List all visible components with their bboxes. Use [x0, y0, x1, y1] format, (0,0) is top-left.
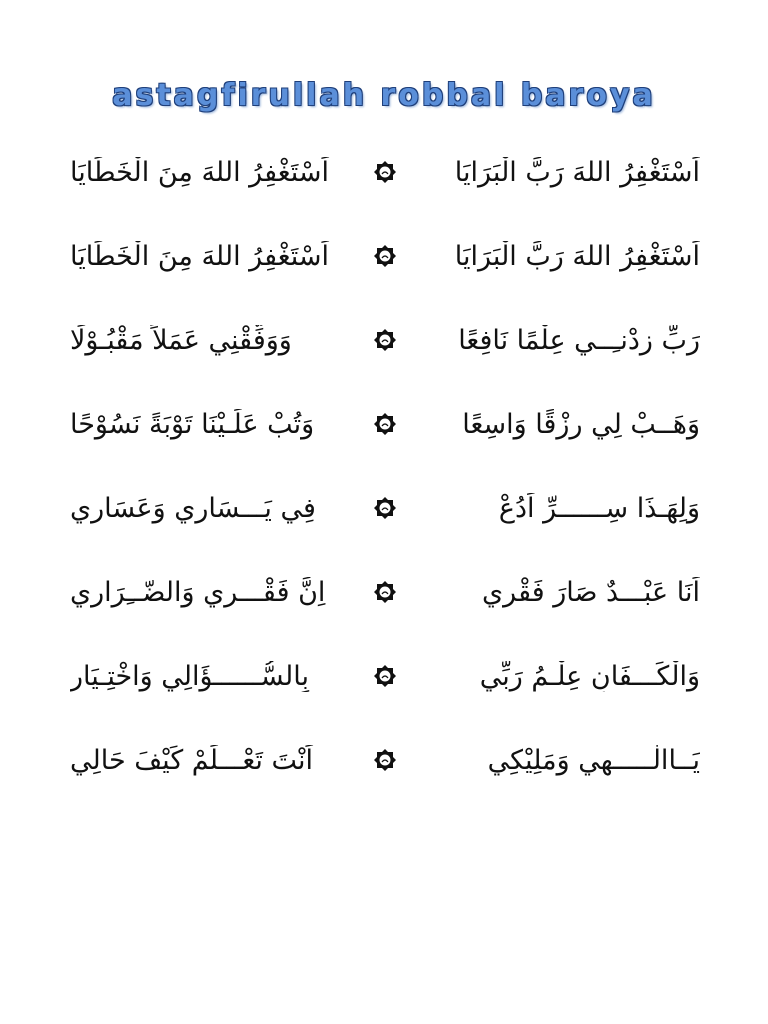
line-first-half: رَبِّ زِدْنـِــي عِلْمًا نَافِعًا [458, 324, 700, 356]
line-second-half: وَتُبْ عَلَـيْنَا تَوْبَةً نَسُوْحًا [70, 408, 315, 440]
poem-line [70, 130, 700, 214]
allah-seal-icon [374, 161, 396, 183]
poem-line [70, 466, 700, 550]
line-second-half: اِنَّ فَقْـــرِي وَالضّــِرَارِي [70, 576, 326, 608]
line-second-half: فِي يَـــسَارِي وَعَسَارِي [70, 492, 316, 524]
poem-body [70, 130, 700, 802]
allah-seal-icon [374, 665, 396, 687]
line-second-half: اَسْتَغْفِرُ اللهَ مِنَ الْخَطَايَا [70, 156, 330, 188]
line-first-half: اَنَا عَبْـــدٌ صَارَ فَقْرِي [482, 576, 700, 608]
allah-seal-icon [374, 245, 396, 267]
line-first-half: اَسْتَغْفِرُ اللهَ رَبَّ الْبَرَايَا [454, 156, 700, 188]
line-first-half: وَالْكَـــفَانِ عِلْـمُ رَبِّي [479, 660, 700, 692]
poem-line [70, 634, 700, 718]
line-second-half: اَسْتَغْفِرُ اللهَ مِنَ الْخَطَايَا [70, 240, 330, 272]
poem-line [70, 382, 700, 466]
poem-line [70, 550, 700, 634]
poem-line [70, 214, 700, 298]
allah-seal-icon [374, 581, 396, 603]
line-first-half: وَلِهَـذَا سِــــــرِّ اَدُعْ [498, 492, 700, 524]
line-first-half: اَسْتَغْفِرُ اللهَ رَبَّ الْبَرَايَا [454, 240, 700, 272]
line-second-half: اَنْتَ تَعْـــلَمْ كَيْفَ حَالِي [70, 744, 314, 776]
line-second-half: وَوَفِّقْنِي عَمَلاً مَقْبُـوْلًا [70, 324, 292, 356]
poem-line [70, 298, 700, 382]
poem-line [70, 718, 700, 802]
allah-seal-icon [374, 329, 396, 351]
allah-seal-icon [374, 749, 396, 771]
allah-seal-icon [374, 413, 396, 435]
line-first-half: وَهَــبْ لِي رِزْقًا وَاسِعًا [462, 408, 700, 440]
page-title: astagfirullah robbal baroya [112, 78, 656, 113]
allah-seal-icon [374, 497, 396, 519]
line-first-half: يَــاالٰـــــهِي وَمَلِيْكِي [487, 744, 700, 776]
line-second-half: بِالسُّــــــؤَالِي وَاخْتِـيَارِ [70, 660, 309, 692]
